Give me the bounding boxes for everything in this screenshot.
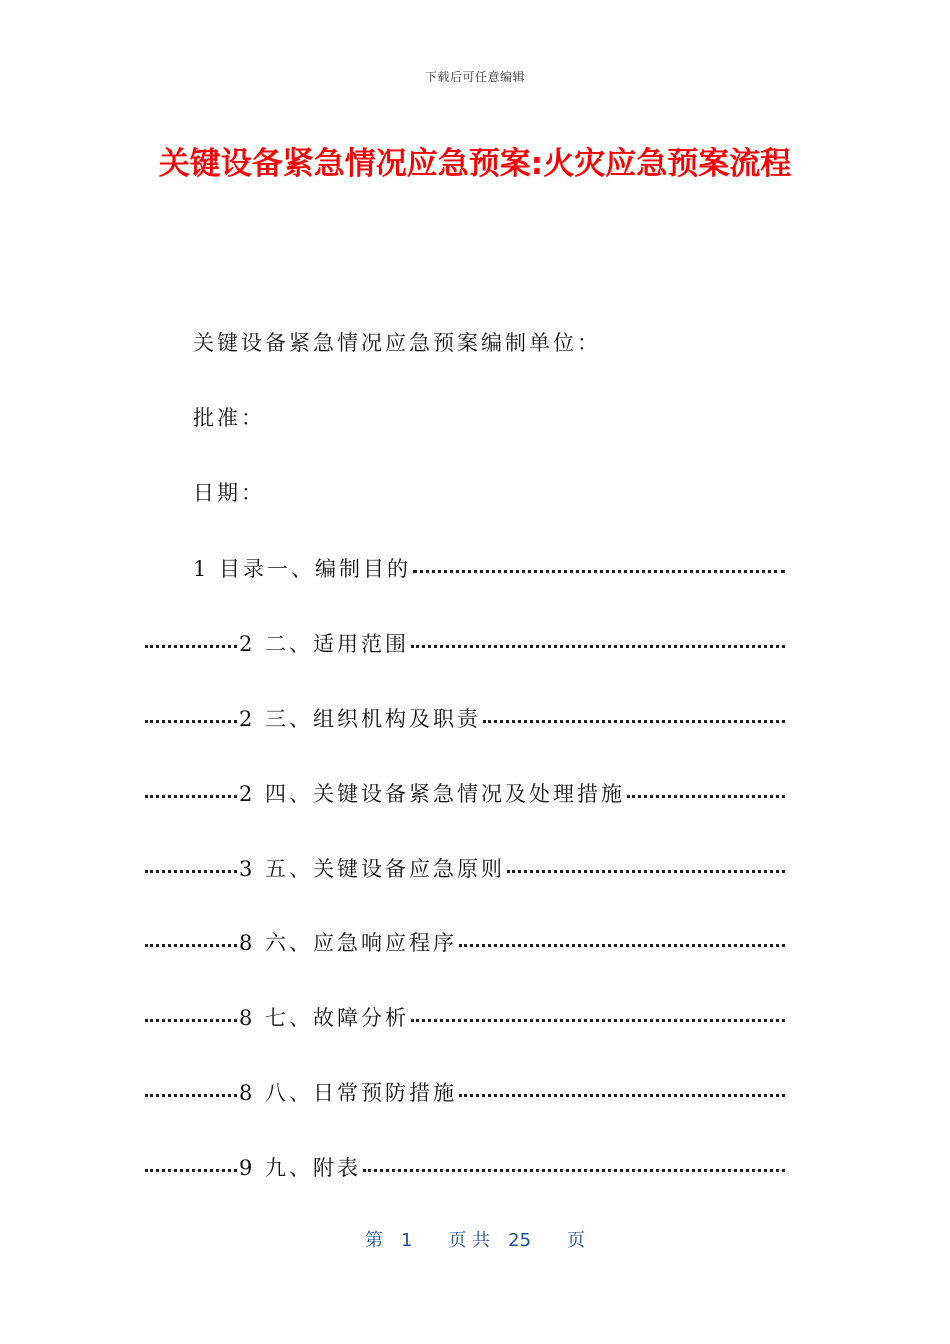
toc-entry-text: 1 目录一、编制目的 — [193, 557, 412, 581]
toc-entry — [145, 703, 785, 733]
toc-entry-text: 3 五、关键设备应急原则 — [239, 857, 506, 881]
date-field: 日期： — [193, 481, 265, 505]
toc-entry — [145, 1152, 785, 1182]
toc-leader-dots — [145, 628, 237, 658]
toc-entry — [145, 927, 785, 957]
toc-leader-dots — [413, 553, 785, 583]
toc-entry — [145, 1002, 785, 1032]
toc-entry-text: 2 二、适用范围 — [239, 632, 410, 656]
toc-leader-dots — [363, 1152, 785, 1182]
toc-leader-dots — [145, 927, 237, 957]
toc-entry — [145, 853, 785, 883]
toc-entry-text: 9 九、附表 — [239, 1156, 362, 1180]
toc-leader-dots — [411, 1002, 785, 1032]
toc-leader-dots — [145, 1077, 237, 1107]
toc-leader-dots — [145, 1002, 237, 1032]
toc-leader-dots — [411, 628, 785, 658]
toc-leader-dots — [627, 778, 785, 808]
toc-entry-text: 8 七、故障分析 — [239, 1006, 410, 1030]
toc-leader-dots — [507, 853, 785, 883]
toc-entry — [145, 778, 785, 808]
toc-entry — [145, 628, 785, 658]
toc-leader-dots — [145, 853, 237, 883]
toc-entry-text: 8 六、应急响应程序 — [239, 931, 458, 955]
toc-entry — [193, 553, 785, 583]
toc-leader-dots — [483, 703, 785, 733]
toc-leader-dots — [145, 1152, 237, 1182]
toc-leader-dots — [145, 778, 237, 808]
page-header-note: 下载后可任意编辑 — [424, 70, 525, 84]
toc-entry-text: 2 四、关键设备紧急情况及处理措施 — [239, 782, 626, 806]
document-title: 关键设备紧急情况应急预案:火灾应急预案流程 — [158, 146, 792, 182]
page-number-footer: 第 1 页 共 25 页 — [364, 1230, 586, 1251]
toc-entry-text: 8 八、日常预防措施 — [239, 1081, 458, 1105]
toc-leader-dots — [145, 703, 237, 733]
compiler-field: 关键设备紧急情况应急预案编制单位： — [193, 331, 601, 355]
toc-entry — [145, 1077, 785, 1107]
toc-leader-dots — [459, 1077, 785, 1107]
toc-entry-text: 2 三、组织机构及职责 — [239, 707, 482, 731]
toc-leader-dots — [459, 927, 785, 957]
approval-field: 批准： — [193, 406, 265, 430]
